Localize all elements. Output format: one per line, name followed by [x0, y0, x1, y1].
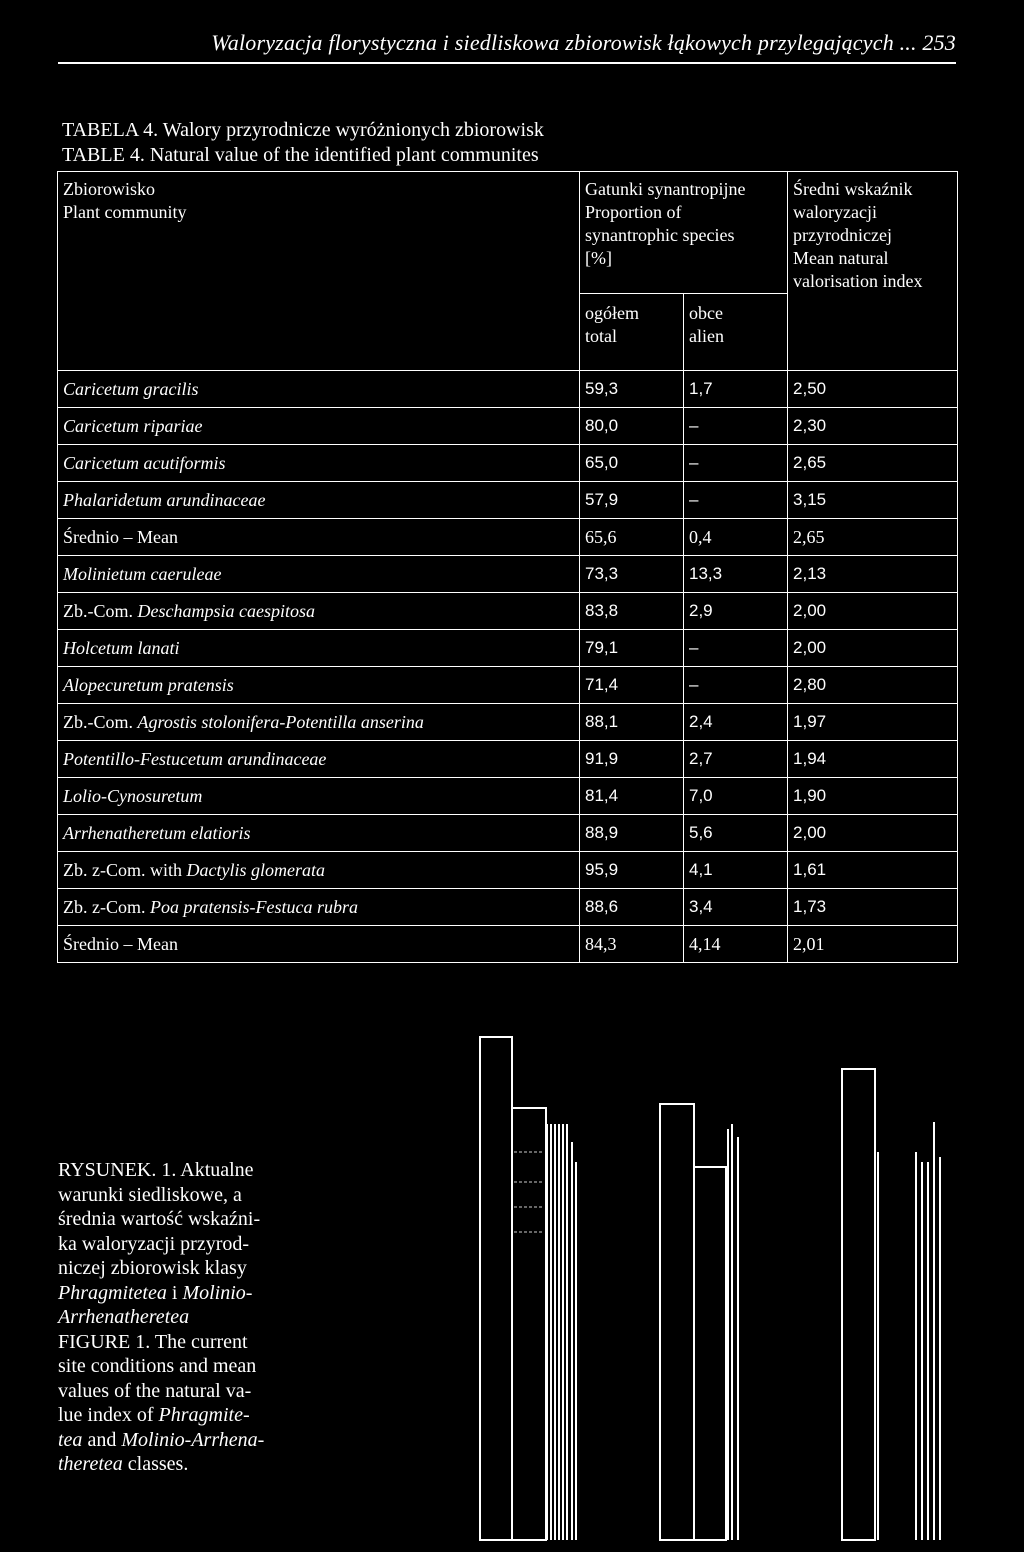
- cell-alien: 1,7: [684, 371, 788, 408]
- table-row: [58, 408, 958, 445]
- cell-index: 1,61: [788, 852, 958, 889]
- cell-total: 88,9: [580, 815, 684, 852]
- community-name: Molinietum caeruleae: [63, 563, 222, 584]
- table-row: [58, 778, 958, 815]
- cell-community: [58, 408, 580, 445]
- cell-total: 57,9: [580, 482, 684, 519]
- table-caption: [62, 118, 544, 168]
- table-caption-en: TABLE 4. Natural value of the identified plant communites: [62, 144, 539, 166]
- cell-total: 91,9: [580, 741, 684, 778]
- cell-community: [58, 778, 580, 815]
- cell-index: 1,73: [788, 889, 958, 926]
- caption-fragment: and: [82, 1428, 122, 1451]
- cell-alien: 13,3: [684, 556, 788, 593]
- community-name: Holcetum lanati: [63, 637, 180, 658]
- caption-line: warunki siedliskowe, a: [58, 1183, 242, 1206]
- caption-fragment: Molinio-Arrhena-: [121, 1428, 265, 1451]
- community-prefix: Zb.-Com.: [63, 711, 138, 732]
- caption-fragment: Phragmite-: [158, 1404, 250, 1426]
- figure-box-5: [842, 1069, 875, 1540]
- header-index: Średni wskaźnik waloryzacji przyrodniczej Mean natural valorisation index: [788, 172, 958, 371]
- cell-community: [58, 667, 580, 704]
- community-name: Caricetum ripariae: [63, 415, 203, 436]
- caption-fragment: lue index of: [58, 1404, 159, 1426]
- cell-total: 88,1: [580, 704, 684, 741]
- community-prefix: Zb. z-Com.: [63, 896, 150, 917]
- community-prefix: Zb. z-Com. with: [63, 859, 187, 880]
- community-name: Alopecuretum pratensis: [63, 674, 234, 695]
- community-name: Arrhenatheretum elatioris: [63, 822, 251, 843]
- table-caption-pl: TABELA 4. Walory przyrodnicze wyróżnionych zbiorowisk: [62, 119, 544, 141]
- caption-line: [58, 1281, 280, 1306]
- community-name: Deschampsia caespitosa: [137, 600, 315, 621]
- cell-index: 3,15: [788, 482, 958, 519]
- community-prefix: Zb.-Com.: [63, 600, 138, 621]
- caption-line: [58, 1403, 280, 1428]
- community-name: Potentillo-Festucetum arundinaceae: [63, 748, 327, 769]
- header-rule: [58, 62, 956, 64]
- caption-line: [58, 1452, 280, 1477]
- community-name: Caricetum acutiformis: [63, 452, 226, 473]
- table-row: [58, 371, 958, 408]
- figure-box-3: [660, 1104, 694, 1540]
- cell-index: 2,65: [788, 445, 958, 482]
- community-name: Lolio-Cynosuretum: [63, 785, 203, 806]
- community-prefix: Średnio – Mean: [63, 933, 178, 954]
- cell-alien: 4,14: [684, 926, 788, 963]
- caption-line: Arrhenatheretea: [58, 1306, 190, 1328]
- cell-alien: 2,4: [684, 704, 788, 741]
- cell-total: 81,4: [580, 778, 684, 815]
- cell-community: [58, 445, 580, 482]
- cell-index: 2,13: [788, 556, 958, 593]
- cell-alien: 7,0: [684, 778, 788, 815]
- cell-index: 2,00: [788, 593, 958, 630]
- cell-alien: –: [684, 667, 788, 704]
- figure-box-2: [512, 1108, 546, 1540]
- figure-box-1: [480, 1037, 512, 1540]
- cell-community: [58, 889, 580, 926]
- cell-index: 2,50: [788, 371, 958, 408]
- cell-index: 2,00: [788, 815, 958, 852]
- caption-line: ka waloryzacji przyrod-: [58, 1232, 250, 1255]
- cell-index: 1,90: [788, 778, 958, 815]
- cell-alien: 4,1: [684, 852, 788, 889]
- cell-total: 79,1: [580, 630, 684, 667]
- caption-line: [58, 1428, 280, 1453]
- table-row: [58, 889, 958, 926]
- cell-alien: 2,9: [684, 593, 788, 630]
- cell-community: [58, 630, 580, 667]
- caption-line: średnia wartość wskaźni-: [58, 1208, 261, 1230]
- valorisation-table: [57, 171, 958, 963]
- cell-community: [58, 852, 580, 889]
- cell-community: [58, 704, 580, 741]
- figure-caption: [58, 1158, 280, 1477]
- table-row: [58, 815, 958, 852]
- cell-total: 65,0: [580, 445, 684, 482]
- caption-line: FIGURE 1. The current: [58, 1330, 248, 1353]
- cell-total: 88,6: [580, 889, 684, 926]
- cell-community: [58, 519, 580, 556]
- community-prefix: Średnio – Mean: [63, 526, 178, 547]
- cell-community: [58, 593, 580, 630]
- figure-box-4: [694, 1167, 726, 1540]
- cell-community: [58, 741, 580, 778]
- cell-community: [58, 482, 580, 519]
- caption-fragment: classes.: [122, 1453, 189, 1475]
- cell-alien: 3,4: [684, 889, 788, 926]
- community-name: Poa pratensis-Festuca rubra: [150, 896, 358, 917]
- cell-alien: –: [684, 482, 788, 519]
- table-row: [58, 593, 958, 630]
- table-row: [58, 667, 958, 704]
- caption-fragment: theretea: [58, 1453, 123, 1475]
- cell-community: [58, 815, 580, 852]
- table-row: [58, 630, 958, 667]
- cell-total: 59,3: [580, 371, 684, 408]
- cell-total: 80,0: [580, 408, 684, 445]
- table-row: [58, 852, 958, 889]
- caption-fragment: Phragmitetea: [58, 1281, 167, 1304]
- table-row: [58, 926, 958, 963]
- cell-index: 2,30: [788, 408, 958, 445]
- cell-alien: 0,4: [684, 519, 788, 556]
- cell-alien: 5,6: [684, 815, 788, 852]
- caption-line: niczej zbiorowisk klasy: [58, 1257, 247, 1279]
- caption-fragment: i: [166, 1281, 183, 1304]
- table-row: [58, 741, 958, 778]
- header-synanthropic: Gatunki synantropijne Proportion of synantrophic species [%]: [580, 172, 788, 294]
- table-row: [58, 445, 958, 482]
- cell-total: 83,8: [580, 593, 684, 630]
- cell-community: [58, 371, 580, 408]
- caption-fragment: Molinio-: [182, 1281, 253, 1304]
- cell-index: 2,80: [788, 667, 958, 704]
- header-alien: obce alien: [684, 294, 788, 371]
- running-head: Waloryzacja florystyczna i siedliskowa zbiorowisk łąkowych przylegających ... 253: [211, 30, 956, 55]
- cell-index: 2,01: [788, 926, 958, 963]
- cell-alien: –: [684, 408, 788, 445]
- cell-community: [58, 556, 580, 593]
- table-row: [58, 519, 958, 556]
- cell-index: 2,65: [788, 519, 958, 556]
- cell-community: [58, 926, 580, 963]
- cell-total: 65,6: [580, 519, 684, 556]
- caption-line: RYSUNEK. 1. Aktualne: [58, 1159, 254, 1181]
- caption-line: values of the natural va-: [58, 1379, 252, 1402]
- table-row: [58, 556, 958, 593]
- community-name: Agrostis stolonifera-Potentilla anserina: [137, 711, 424, 732]
- caption-line: site conditions and mean: [58, 1355, 257, 1377]
- table-row: [58, 704, 958, 741]
- community-name: Dactylis glomerata: [186, 859, 325, 880]
- cell-total: 73,3: [580, 556, 684, 593]
- community-name: Caricetum gracilis: [63, 378, 199, 399]
- table-body: [58, 371, 958, 963]
- header-total: ogółem total: [580, 294, 684, 371]
- cell-total: 84,3: [580, 926, 684, 963]
- cell-alien: –: [684, 630, 788, 667]
- cell-index: 1,97: [788, 704, 958, 741]
- community-name: Phalaridetum arundinaceae: [63, 489, 266, 510]
- cell-alien: 2,7: [684, 741, 788, 778]
- cell-index: 2,00: [788, 630, 958, 667]
- cell-total: 95,9: [580, 852, 684, 889]
- caption-fragment: tea: [58, 1428, 83, 1451]
- table-row: [58, 482, 958, 519]
- figure-graphic: [470, 1032, 950, 1552]
- cell-index: 1,94: [788, 741, 958, 778]
- cell-total: 71,4: [580, 667, 684, 704]
- cell-alien: –: [684, 445, 788, 482]
- header-community: Zbiorowisko Plant community: [58, 172, 580, 371]
